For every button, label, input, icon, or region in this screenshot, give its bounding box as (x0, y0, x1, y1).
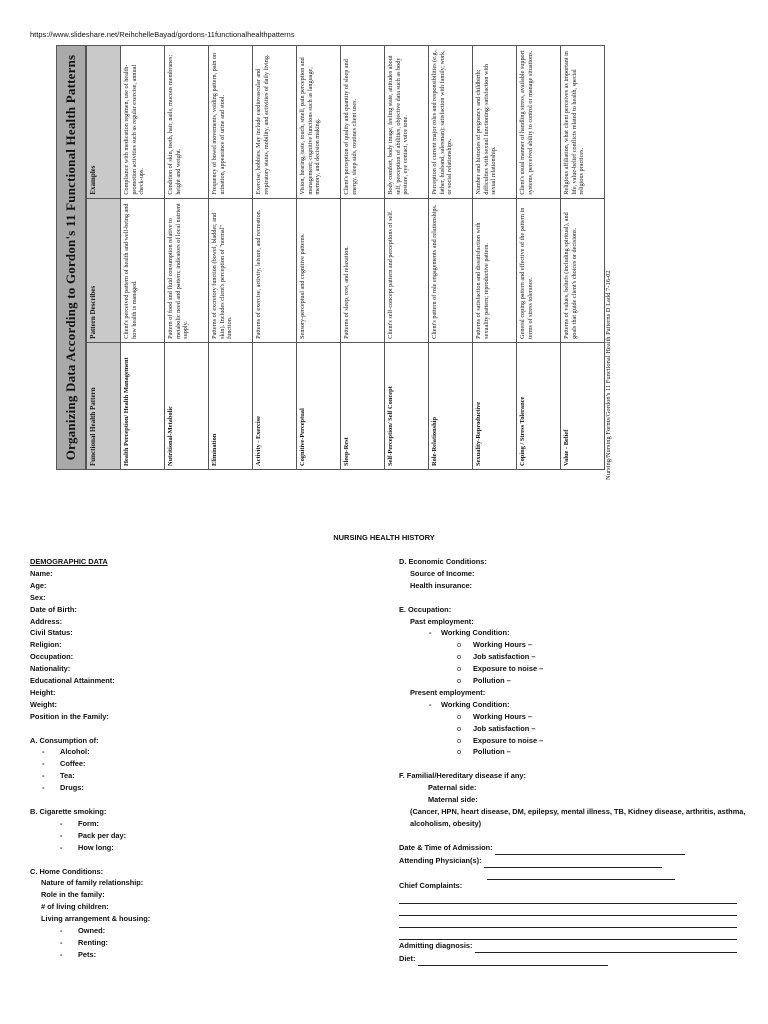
demographic-field: Age: (30, 580, 47, 590)
pattern-cell: Coping / Stress Tolerance (517, 342, 561, 469)
present-employment: Present employment: (410, 687, 486, 697)
diagnosis-field[interactable]: Admitting diagnosis: (399, 940, 749, 953)
demographic-field: Civil Status: (30, 628, 73, 638)
working-item: o Job satisfaction – (457, 723, 536, 733)
housing-item: - Renting: (60, 937, 108, 947)
gordon-table-image (56, 45, 586, 470)
demographic-field: Date of Birth: (30, 604, 77, 614)
left-column (30, 556, 360, 961)
right-column (399, 556, 749, 966)
table-row (121, 46, 165, 470)
physician-field-line2[interactable] (399, 868, 749, 881)
table-row (473, 46, 517, 470)
occupation-heading: E. Occupation: (399, 604, 452, 614)
working-item: o Working Hours – (457, 640, 532, 650)
demographic-field: Position in the Family: (30, 711, 109, 721)
pattern-cell: Role-Relationship (429, 342, 473, 469)
describes-cell: Pattern of food and fluid consumption relative to metabolic need and pattern; indicators of local nutrient supply. (165, 198, 209, 342)
describes-cell: Patterns of exercise, activity, leisure, and recreation. (253, 198, 297, 342)
examples-cell: Condition of skin, teeth, hair, nails, mucous membranes; height and weight. (165, 46, 209, 199)
pattern-cell: Cognitive-Perceptual (297, 342, 341, 469)
examples-cell: Religious affiliation, what client perceives as important in life, value-belief conflicts related to health, special religious practices. (561, 46, 605, 199)
examples-cell: Client's usual manner of handling stress, available support systems, perceived ability to control or manage situations. (517, 46, 561, 199)
complaints-line[interactable] (399, 904, 737, 916)
describes-cell: Client's perceived pattern of health and well-being and how health is managed. (121, 198, 165, 342)
examples-cell: Body comfort, body image, feeling state, attitudes about self, perception of abilities, objective data such as body posture, eye contact, voice tone. (385, 46, 429, 199)
examples-cell: Perception of current major roles and responsibilities (e.g., father, husband, salesman); satisfaction with family, work, or social relationships. (429, 46, 473, 199)
working-item: o Pollution – (457, 676, 511, 686)
consumption-item: - Alcohol: (42, 747, 90, 757)
complaints-label: Chief Complaints: (399, 881, 463, 891)
describes-cell: Client's self-concept pattern and perceptions of self. (385, 198, 429, 342)
table-row (209, 46, 253, 470)
describes-cell: Sensory-perceptual and cognitive patterns. (297, 198, 341, 342)
header-pattern: Functional Health Pattern (87, 342, 121, 469)
describes-cell: Patterns of sleep, rest, and relaxation. (341, 198, 385, 342)
housing-item: - Owned: (60, 926, 106, 936)
home-heading: C. Home Conditions: (30, 866, 104, 876)
table-header-row (87, 46, 121, 470)
pattern-cell: Health Perception/ Health Management (121, 342, 165, 469)
table-row (429, 46, 473, 470)
describes-cell: Patterns of satisfaction and dissatisfaction with sexuality pattern; reproductive pattern. (473, 198, 517, 342)
home-field: Living arrangement & housing: (41, 914, 151, 924)
table-row (165, 46, 209, 470)
pattern-cell: Value - Belief (561, 342, 605, 469)
paternal-field: Paternal side: (428, 783, 477, 793)
home-field: Nature of family relationship: (41, 878, 144, 888)
pattern-cell: Elimination (209, 342, 253, 469)
demographic-field: Height: (30, 687, 56, 697)
past-employment: Past employment: (410, 616, 474, 626)
demographic-field: Occupation: (30, 652, 74, 662)
examples-cell: Number and histories of pregnancy and childbirth; difficulties with sexual functioning; satisfaction with sexual relationship. (473, 46, 517, 199)
pattern-cell: Self-Perception/ Self Concept (385, 342, 429, 469)
describes-cell: Patterns of values, beliefs (including spiritual), and goals that guide client's choices or decisions. (561, 198, 605, 342)
admission-field[interactable]: Date & Time of Admission: (399, 842, 749, 855)
consumption-item: - Coffee: (42, 759, 86, 769)
table-footnote: Nursing/Nursing Forms/Gordon's 11 Functional Health Patterns D Ladd 7-16-02 (605, 270, 612, 480)
table-row (517, 46, 561, 470)
disease-note: (Cancer, HPN, heart disease, DM, epilepsy, mental illness, TB, Kidney disease, arthritis, asthma, alcoholism, obesity) (410, 807, 746, 828)
familial-heading: F. Familial/Hereditary disease if any: (399, 771, 526, 781)
diet-field[interactable]: Diet: (399, 953, 749, 966)
demographic-field: Address: (30, 616, 63, 626)
consumption-heading: A. Consumption of: (30, 735, 99, 745)
pattern-cell: Activity - Exercise (253, 342, 297, 469)
header-examples: Examples (87, 46, 121, 199)
smoking-item: - Form: (60, 818, 99, 828)
economic-heading: D. Economic Conditions: (399, 557, 487, 566)
pattern-cell: Sexuality-Reproductive (473, 342, 517, 469)
demographic-field: Sex: (30, 592, 46, 602)
describes-cell: Patterns of excretory function (bowel, bladder, and skin). Includes client's perception of "normal" function. (209, 198, 253, 342)
table-row (297, 46, 341, 470)
complaints-line[interactable] (399, 892, 737, 904)
demographic-field: Educational Attainment: (30, 676, 115, 686)
examples-cell: Exercise, hobbies. May include cardiovascular and respiratory status, mobility, and activities of daily living. (253, 46, 297, 199)
working-item: o Exposure to noise – (457, 664, 544, 674)
source-url: https://www.slideshare.net/ReihchelleBayad/gordons-11functionalhealthpatterns (30, 30, 295, 39)
pattern-cell: Sleep-Rest (341, 342, 385, 469)
examples-cell: Compliance with medication regimen, use of health-promotion activities such as regular exercise, annual check-ups. (121, 46, 165, 199)
physician-field[interactable]: Attending Physician(s): (399, 855, 749, 868)
pattern-cell: Nutritional-Metabolic (165, 342, 209, 469)
table-row (561, 46, 605, 470)
insurance-field: Health insurance: (410, 580, 473, 590)
gordon-table (86, 45, 605, 470)
smoking-heading: B. Cigarette smoking: (30, 807, 107, 816)
describes-cell: Client's pattern of role engagements and relationships. (429, 198, 473, 342)
complaints-line[interactable] (399, 916, 737, 928)
smoking-item: - How long: (60, 842, 114, 852)
present-working-condition: - Working Condition: (429, 699, 510, 709)
housing-item: - Pets: (60, 949, 97, 959)
maternal-field: Maternal side: (428, 795, 478, 805)
table-row (253, 46, 297, 470)
complaints-line[interactable] (399, 928, 737, 940)
describes-cell: General coping pattern and effective of the pattern in terms of stress tolerance. (517, 198, 561, 342)
demographic-field: Nationality: (30, 664, 71, 674)
table-title: Organizing Data According to Gordon's 11 Functional Health Patterns (56, 45, 86, 470)
past-working-condition: - Working Condition: (429, 628, 510, 638)
table-row (341, 46, 385, 470)
header-describes: Pattern Describes (87, 198, 121, 342)
demographic-heading: DEMOGRAPHIC DATA (30, 557, 108, 566)
income-field: Source of Income: (410, 568, 475, 578)
consumption-item: - Tea: (42, 771, 75, 781)
history-title: NURSING HEALTH HISTORY (333, 533, 435, 542)
table-row (385, 46, 429, 470)
working-item: o Pollution – (457, 747, 511, 757)
working-item: o Working Hours – (457, 711, 532, 721)
working-item: o Exposure to noise – (457, 735, 544, 745)
demographic-field: Religion: (30, 640, 62, 650)
home-field: # of living children: (41, 902, 109, 912)
demographic-field: Weight: (30, 699, 57, 709)
home-field: Role in the family: (41, 890, 105, 900)
working-item: o Job satisfaction – (457, 652, 536, 662)
examples-cell: Client's perception of quality and quantity of sleep and energy, sleep aids, routines client uses. (341, 46, 385, 199)
demographic-field: Name: (30, 568, 53, 578)
examples-cell: Frequency of bowel movements, voiding pattern, pain on urination, appearance of urine and stool. (209, 46, 253, 199)
examples-cell: Vision, hearing, taste, touch, smell, pain perception and management; cognitive functions such as language, memory, and decision making. (297, 46, 341, 199)
smoking-item: - Pack per day: (60, 830, 127, 840)
consumption-item: - Drugs: (42, 783, 84, 793)
